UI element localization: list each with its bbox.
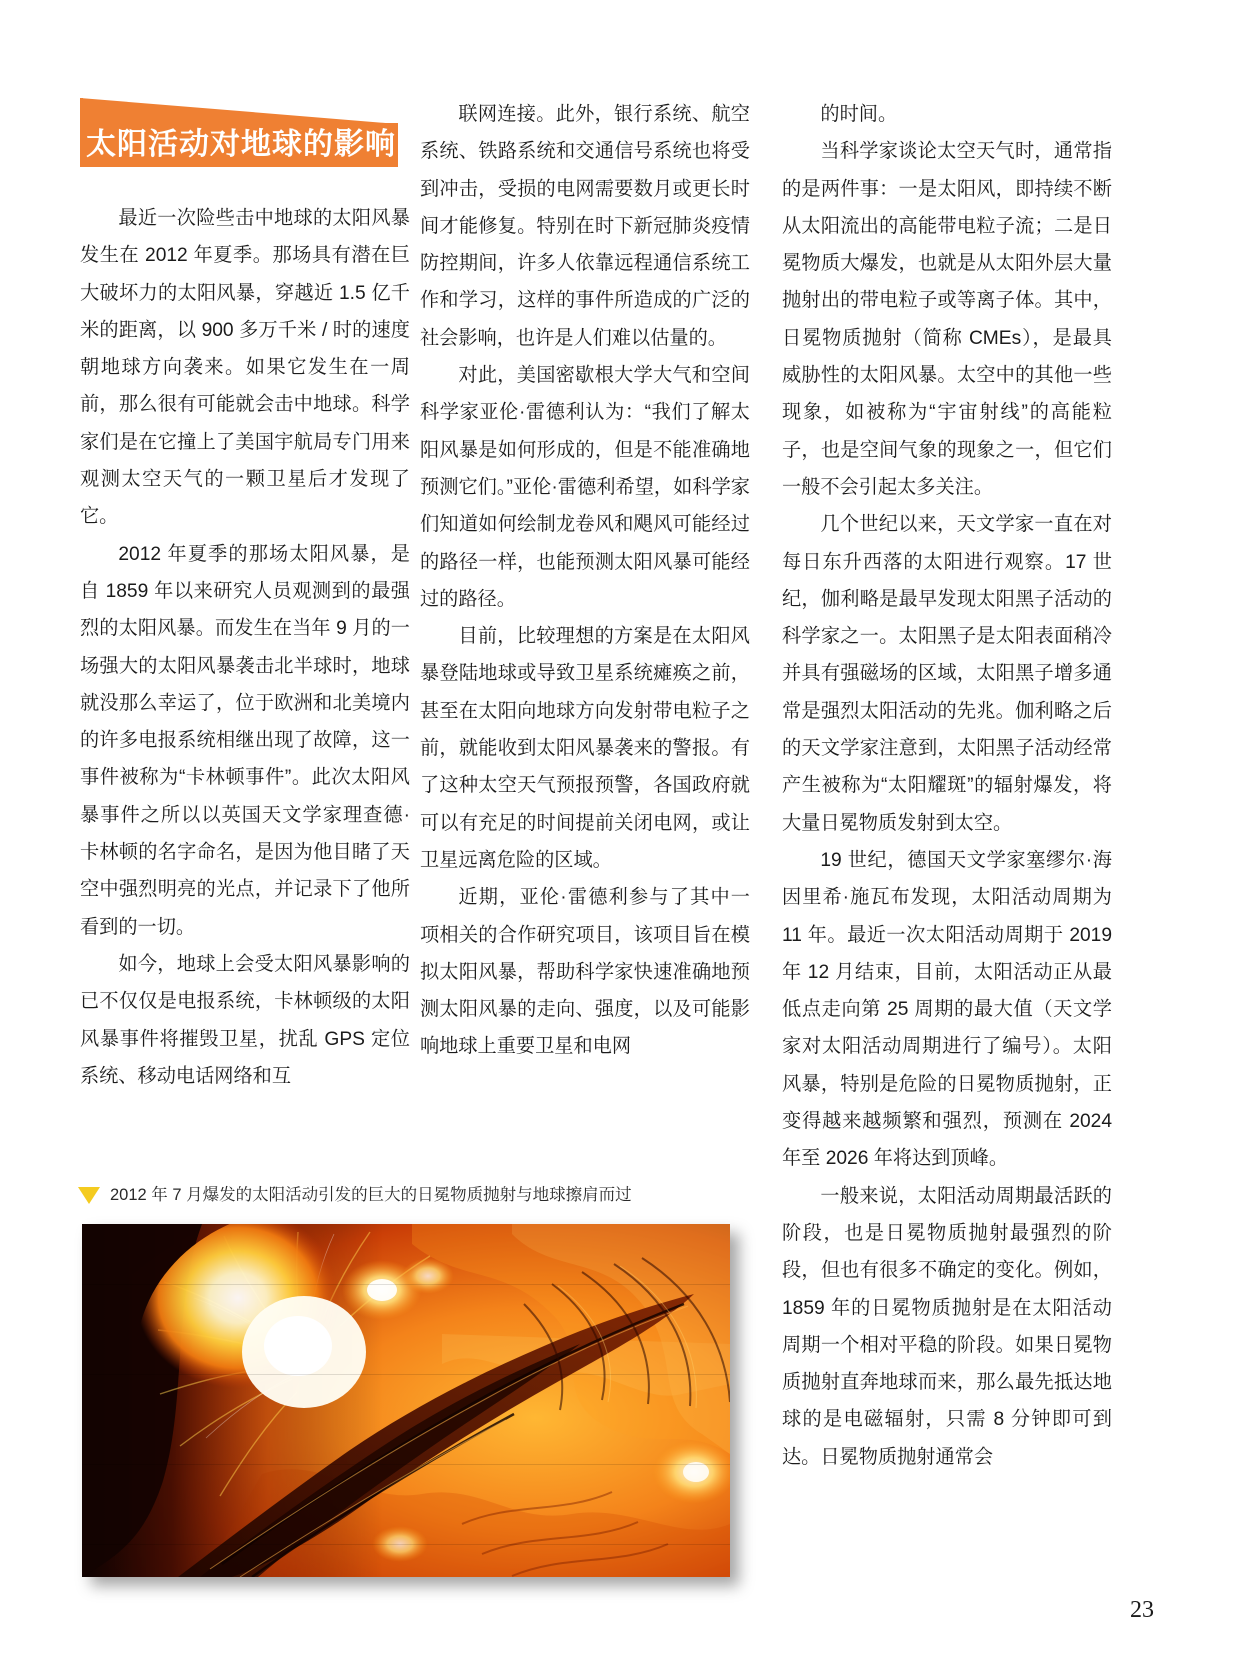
paragraph: 如今，地球上会受太阳风暴影响的已不仅仅是电报系统，卡林顿级的太阳风暴事件将摧毁卫星，扰乱 GPS 定位系统、移动电话网络和互 (80, 953, 410, 1087)
paragraph: 联网连接。此外，银行系统、航空系统、铁路系统和交通信号系统也将受到冲击，受损的电网需要数月或更长时间才能修复。特别在时下新冠肺炎疫情防控期间，许多人依靠远程通信系统工作和学习，这样的事件所造成的广泛的社会影响，也许是人们难以估量的。 (420, 104, 750, 349)
paragraph: 对此，美国密歇根大学大气和空间科学家亚伦·雷德利认为：“我们了解太阳风暴是如何形成的，但是不能准确地预测它们。”亚伦·雷德利希望，如科学家们知道如何绘制龙卷风和飓风可能经过的路径一样，也能预测太阳风暴可能经过的路径。 (420, 365, 750, 610)
text-column-3 (782, 96, 1112, 1476)
triangle-down-icon (78, 1187, 100, 1204)
text-column-2 (420, 96, 750, 1066)
solar-flare-photo (82, 1224, 730, 1577)
paragraph: 几个世纪以来，天文学家一直在对每日东升西落的太阳进行观察。17 世纪，伽利略是最早发现太阳黑子活动的科学家之一。太阳黑子是太阳表面稍冷并具有强磁场的区域，太阳黑子增多通常是强烈太阳活动的先兆。伽利略之后的天文学家注意到，太阳黑子活动经常产生被称为“太阳耀斑”的辐射爆发，将大量日冕物质发射到太空。 (782, 514, 1112, 834)
title-wedge-decoration (80, 98, 398, 126)
paragraph: 目前，比较理想的方案是在太阳风暴登陆地球或导致卫星系统瘫痪之前，甚至在太阳向地球方向发射带电粒子之前，就能收到太阳风暴袭来的警报。有了这种太空天气预报预警，各国政府就可以有充足的时间提前关闭电网，或让卫星远离危险的区域。 (420, 626, 750, 871)
paragraph: 当科学家谈论太空天气时，通常指的是两件事：一是太阳风，即持续不断从太阳流出的高能带电粒子流；二是日冕物质大爆发，也就是从太阳外层大量抛射出的带电粒子或等离子体。其中，日冕物质抛射（简称 CMEs），是最具威胁性的太阳风暴。太空中的其他一些现象，如被称为“宇宙射线”的高能粒子，也是空间气象的现象之一，但它们一般不会引起太多关注。 (782, 141, 1112, 498)
paragraph: 一般来说，太阳活动周期最活跃的阶段，也是日冕物质抛射最强烈的阶段，但也有很多不确定的变化。例如，1859 年的日冕物质抛射是在太阳活动周期一个相对平稳的阶段。如果日冕物质抛射直奔地球而来，那么最先抵达地球的是电磁辐射，只需 8 分钟即可到达。日冕物质抛射通常会 (782, 1185, 1112, 1468)
figure-caption-text: 2012 年 7 月爆发的太阳活动引发的巨大的日冕物质抛射与地球擦肩而过 (110, 1185, 632, 1204)
paragraph: 近期，亚伦·雷德利参与了其中一项相关的合作研究项目，该项目旨在模拟太阳风暴，帮助科学家快速准确地预测太阳风暴的走向、强度，以及可能影响地球上重要卫星和电网 (420, 887, 750, 1058)
paragraph: 的时间。 (820, 104, 898, 125)
page-number: 23 (1130, 1597, 1154, 1623)
figure-caption (72, 1182, 752, 1208)
paragraph: 2012 年夏季的那场太阳风暴，是自 1859 年以来研究人员观测到的最强烈的太阳风暴。而发生在当年 9 月的一场强大的太阳风暴袭击北半球时，地球就没那么幸运了，位于欧洲和北美境内的许多电报系统相继出现了故障，这一事件被称为“卡林顿事件”。此次太阳风暴事件之所以以英国天文学家理查德·卡林顿的名字命名，是因为他目睹了天空中强烈明亮的光点，并记录下了他所看到的一切。 (80, 543, 410, 938)
page-title: 太阳活动对地球的影响 (86, 128, 396, 161)
article-title-banner (80, 123, 398, 167)
paragraph: 19 世纪，德国天文学家塞缪尔·海因里希·施瓦布发现，太阳活动周期为 11 年。最近一次太阳活动周期于 2019 年 12 月结束，目前，太阳活动正从最低点走向第 25 周期的最大值（天文学家对太阳活动周期进行了编号）。太阳风暴，特别是危险的日冕物质抛射，正变得越来越频繁和强烈，预测在 2024 年至 2026 年将达到顶峰。 (782, 849, 1112, 1170)
figure-frame (82, 1224, 730, 1577)
text-column-1 (80, 200, 410, 1095)
paragraph: 最近一次险些击中地球的太阳风暴发生在 2012 年夏季。那场具有潜在巨大破坏力的太阳风暴，穿越近 1.5 亿千米的距离，以 900 多万千米 / 时的速度朝地球方向袭来。如果它发生在一周前，那么很有可能就会击中地球。科学家们是在它撞上了美国宇航局专门用来观测太空天气的一颗卫星后才发现了它。 (80, 208, 410, 528)
figure-block (72, 1182, 752, 1577)
article-title-block (80, 98, 410, 174)
